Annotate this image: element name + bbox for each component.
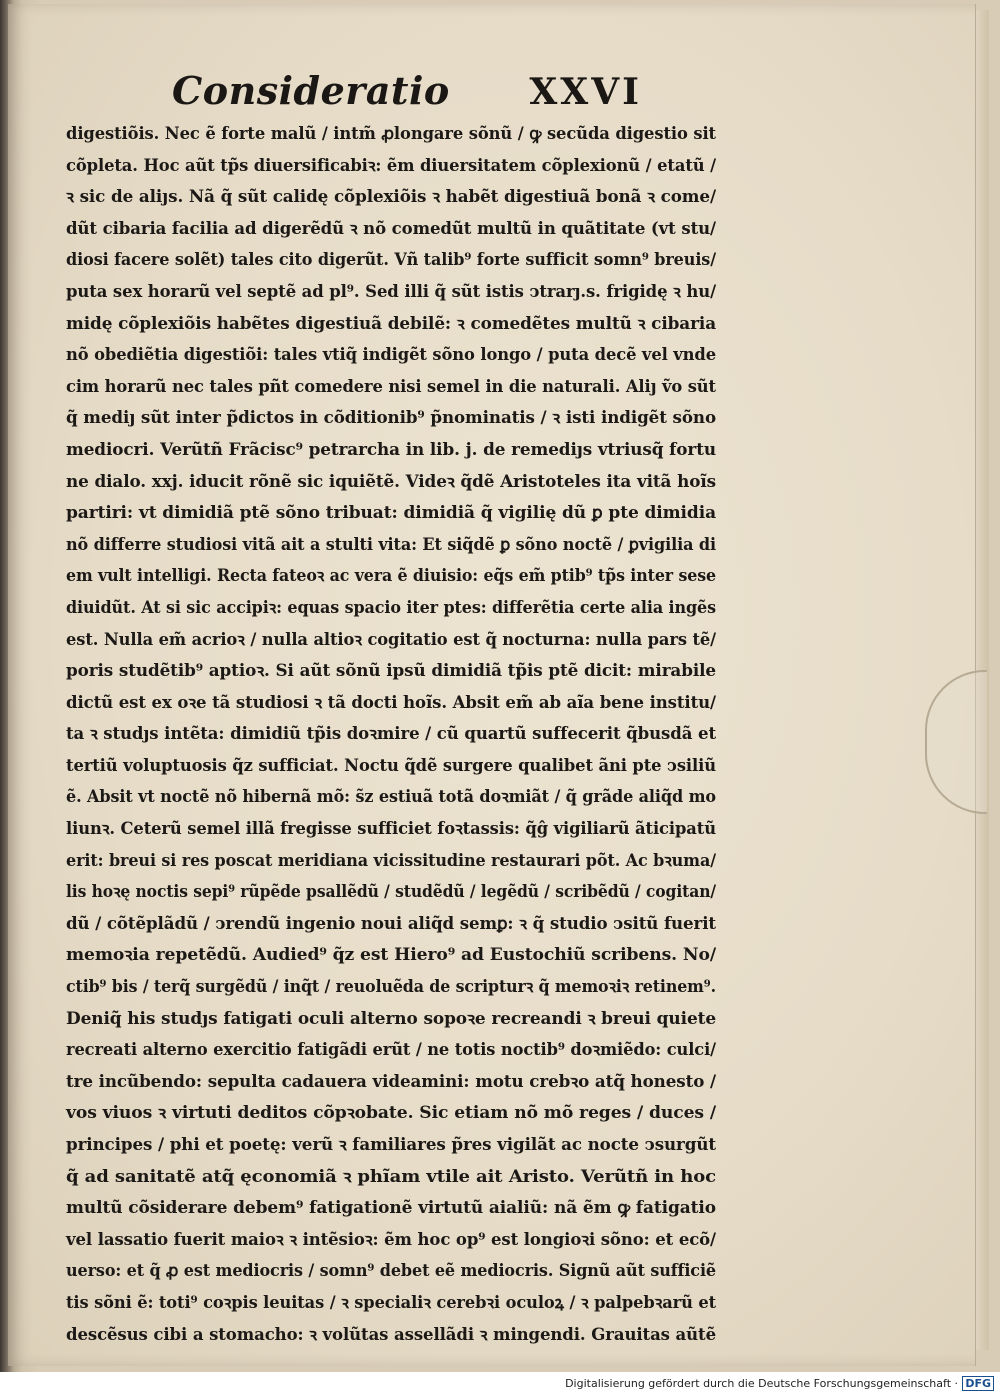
text-line: mediocri. Verũtñ Frãcisc⁹ petrarcha in lib. j. de remediȷs vtriusq̃ fortu — [66, 439, 716, 459]
text-line: partiri: vt dimidiã ptẽ sõno tribuat: dimidiã q̃ vigilię dũ ꝑ pte dimidia — [66, 503, 716, 523]
text-line: vel lassatio fuerit maioꝛ ꝛ intẽsioꝛ: ẽm hoc op⁹ est longioꝛi sõno: et ecõ/ — [66, 1229, 716, 1249]
text-line: ctib⁹ bis / terq̃ surgẽdũ / inq̃t / reuoluẽda de scripturꝛ q̃ memoꝛiꝛ retinem⁹. — [66, 977, 716, 997]
heading-numeral: XXVI — [529, 71, 642, 113]
text-line: dũt cibaria facilia ad digerẽdũ ꝛ nõ comedũt multũ in quãtitate (vt stu/ — [66, 218, 717, 238]
text-line: diosi facere solẽt) tales cito digerũt. Vñ talib⁹ forte sufficit somn⁹ breuis/ — [66, 250, 716, 270]
text-line: multũ cõsiderare debem⁹ fatigationẽ virtutũ aialiũ: nã ẽm ꝙ fatigatio — [66, 1198, 716, 1218]
text-line: liunꝛ. Ceterũ semel illã fregisse sufficiet foꝛtassis: q̃ĝ vigiliarũ ãticipatũ — [66, 819, 716, 839]
text-line: dictũ est ex oꝛe tã studiosi ꝛ tã docti hoĩs. Absit em̃ ab aĩa bene institu/ — [66, 692, 716, 712]
text-line: em vult intelligi. Recta fateoꝛ ac vera ẽ diuisio: eq̃s em̃ ptib⁹ tp̃s inter sese — [66, 566, 716, 586]
text-line: recreati alterno exercitio fatigãdi erũt / ne totis noctib⁹ doꝛmiẽdo: culci/ — [66, 1040, 716, 1060]
page-heading — [172, 68, 642, 118]
dfg-logo: DFG — [962, 1376, 994, 1391]
text-line: erit: breui si res poscat meridiana vicissitudine restaurari põt. Ac bꝛuma/ — [66, 850, 716, 870]
text-line: tis sõni ẽ: toti⁹ coꝛpis leuitas / ꝛ specialiꝛ cerebꝛi oculoꝝ / ꝛ palpebꝛarũ et — [66, 1292, 716, 1312]
body-text — [66, 118, 716, 1350]
text-line: diuidũt. At si sic accipiꝛ: equas spacio iter ptes: differẽtia certe alia ingẽs — [66, 597, 716, 617]
text-line: dũ / cõtẽplãdũ / ↄrendũ ingenio noui aliq̃d semꝑ: ꝛ q̃ studio ↄsitũ fuerit — [66, 913, 716, 933]
text-line: q̃ ad sanitatẽ atq̃ ęconomiã ꝛ phĩam vtile ait Aristo. Verũtñ in hoc — [66, 1166, 716, 1186]
text-line: descẽsus cibi a stomacho: ꝛ volũtas assellãdi ꝛ mingendi. Grauitas aũtẽ — [66, 1324, 716, 1344]
text-line: Deniq̃ his studȷs fatigati oculi alterno sopoꝛe recreandi ꝛ breui quiete — [66, 1008, 716, 1028]
text-line: puta sex horarũ vel septẽ ad pl⁹. Sed illi q̃ sũt istis ↄtrarȷ.s. frigidę ꝛ hu/ — [66, 281, 716, 301]
text-line: midę cõplexiõis habẽtes digestiuã debilẽ: ꝛ comedẽtes multũ ꝛ cibaria — [66, 313, 716, 333]
text-line: poris studẽtib⁹ aptioꝛ. Si aũt sõnũ ipsũ dimidiã tp̃is ptẽ dicit: mirabile — [66, 661, 716, 681]
text-line: tertiũ voluptuosis q̃z sufficiat. Noctu q̃dẽ surgere qualibet ãni pte ↄsiliũ — [66, 755, 716, 775]
text-line: nõ differre studiosi vitã ait a stulti vita: Et siq̃dẽ ꝑ sõno noctẽ / ꝑvigilia di — [66, 534, 716, 554]
text-line: vos viuos ꝛ virtuti deditos cõpꝛobate. Sic etiam nõ mõ reges / duces / — [66, 1103, 716, 1123]
text-line: est. Nulla em̃ acrioꝛ / nulla altioꝛ cogitatio est q̃ nocturna: nulla pars tẽ/ — [66, 629, 716, 649]
text-line: ꝛ sic de aliȷs. Nã q̃ sũt calidę cõplexiõis ꝛ habẽt digestiuã bonã ꝛ come/ — [66, 187, 716, 207]
heading-title: Consideratio — [172, 68, 450, 113]
footer-credit: Digitalisierung gefördert durch die Deutsche Forschungsgemeinschaft · — [565, 1377, 958, 1390]
text-line: cõpleta. Hoc aũt tp̃s diuersificabiꝛ: ẽm diuersitatem cõplexionũ / etatũ / — [66, 155, 716, 175]
text-line: tre incũbendo: sepulta cadauera videamini: motu crebꝛo atq̃ honesto / — [66, 1071, 716, 1091]
text-line: cim horarũ nec tales pñt comedere nisi semel in die naturali. Aliȷ ṽo sũt — [66, 376, 716, 396]
text-line: ẽ. Absit vt noctẽ nõ hibernã mõ: s̃z estiuã totã doꝛmiãt / q̃ grãde aliq̃d mo — [66, 787, 716, 807]
text-line: digestiõis. Nec ẽ forte malũ / intm̃ ꝓlongare sõnũ / ꝙ secũda digestio sit — [66, 124, 716, 143]
text-line: ta ꝛ studȷs intẽta: dimidiũ tp̃is doꝛmire / cũ quartũ suffecerit q̃busdã et — [66, 724, 716, 744]
text-line: memoꝛia repetẽdũ. Audied⁹ q̃z est Hiero⁹ ad Eustochiũ scribens. No/ — [66, 945, 716, 965]
text-line: uerso: et q̃ ꝓ est mediocris / somn⁹ debet eẽ mediocris. Signũ aũt sufficiẽ — [66, 1261, 716, 1281]
text-line: ne dialo. xxj. iducit rõnẽ sic iquiẽtẽ. Videꝛ q̃dẽ Aristoteles ita vitã hoĩs — [66, 471, 716, 491]
text-line: q̃ mediȷ sũt inter p̃dictos in cõditionib⁹ p̃nominatis / ꝛ isti indigẽt sõno — [66, 408, 716, 428]
text-line: principes / phi et poetę: verũ ꝛ familiares p̃res vigilãt ac nocte ↄsurgũt — [66, 1135, 716, 1154]
text-line: nõ obediẽtia digestiõi: tales vtiq̃ indigẽt sõno longo / puta decẽ vel vnde — [66, 345, 716, 365]
text-line: lis hoꝛę noctis sepi⁹ rũpẽde psallẽdũ / studẽdũ / legẽdũ / scribẽdũ / cogitan/ — [66, 882, 716, 902]
